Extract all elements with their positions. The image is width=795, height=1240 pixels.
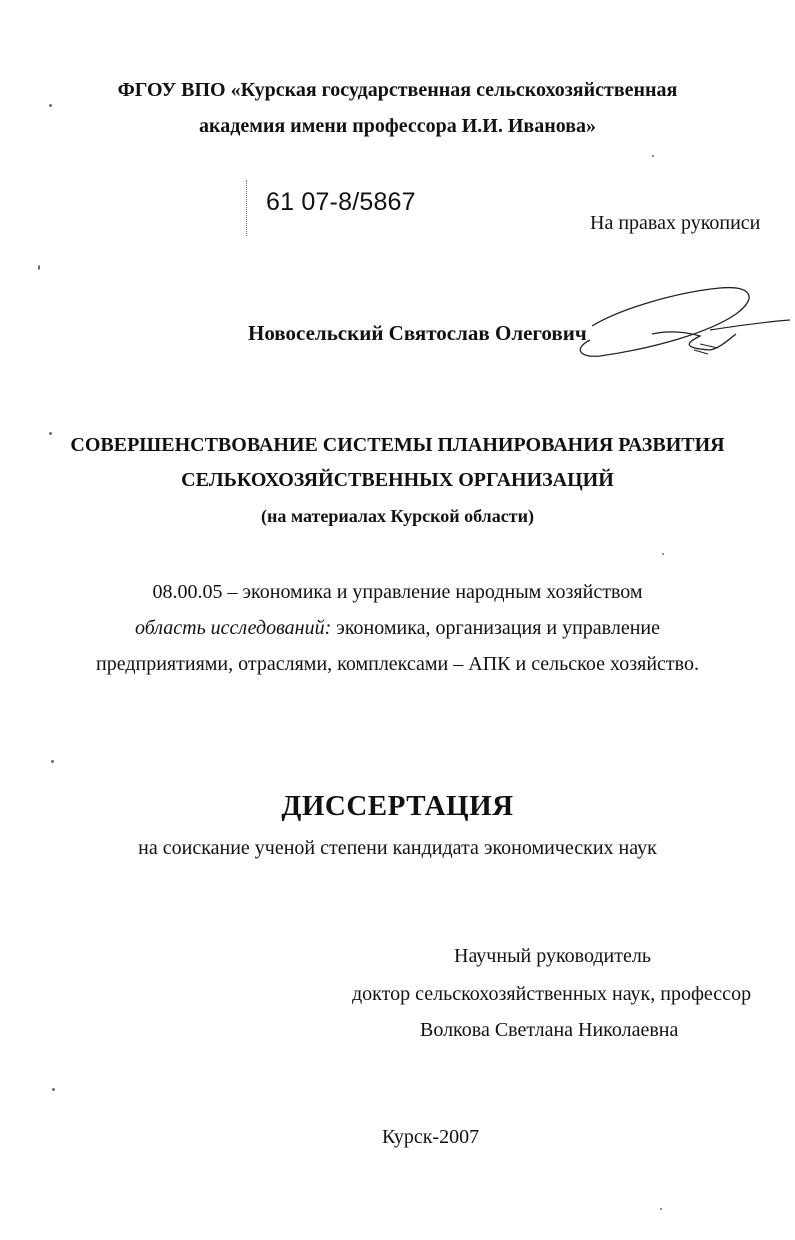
specialty-code: 08.00.05 – экономика и управление народным хозяйством	[152, 581, 643, 603]
city-year: Курск-2007	[382, 1126, 480, 1148]
dissertation-title-line-2: СЕЛЬКОХОЗЯЙСТВЕННЫХ ОРГАНИЗАЦИЙ	[181, 469, 614, 491]
dissertation-title-line-1: СОВЕРШЕНСТВОВАНИЕ СИСТЕМЫ ПЛАНИРОВАНИЯ РАЗВИТИЯ	[70, 434, 725, 456]
research-area-text: экономика, организация и управление	[331, 617, 660, 639]
scan-speck	[38, 265, 40, 270]
institution-line-2: академия имени профессора И.И. Иванова»	[198, 115, 597, 137]
scan-speck	[49, 432, 52, 435]
rights-note: На правах рукописи	[590, 212, 761, 234]
scan-speck	[662, 553, 664, 555]
dissertation-subtitle: (на материалах Курской области)	[261, 506, 534, 526]
scan-speck	[51, 760, 54, 763]
supervisor-label: Научный руководитель	[454, 945, 651, 967]
signature-icon	[560, 278, 792, 370]
institution-line-1: ФГОУ ВПО «Курская государственная сельскохозяйственная	[117, 79, 678, 101]
supervisor-degree: доктор сельскохозяйственных наук, профессор	[352, 983, 752, 1005]
scan-speck	[49, 104, 52, 107]
library-stamp-code: 61 07-8/5867	[266, 188, 416, 216]
research-area-label: область исследований:	[134, 617, 332, 639]
scan-speck	[660, 1208, 662, 1210]
research-area-continued: предприятиями, отраслями, комплексами – АПК и сельское хозяйство.	[96, 653, 699, 675]
scan-speck	[52, 1088, 55, 1091]
degree-purpose: на соискание ученой степени кандидата экономических наук	[138, 837, 657, 859]
supervisor-name: Волкова Светлана Николаевна	[420, 1019, 679, 1041]
research-area	[0, 618, 795, 638]
document-type: ДИССЕРТАЦИЯ	[281, 790, 514, 822]
author-name: Новосельский Святослав Олегович	[248, 321, 587, 345]
stamp-divider	[246, 180, 247, 236]
scan-speck	[652, 155, 654, 157]
